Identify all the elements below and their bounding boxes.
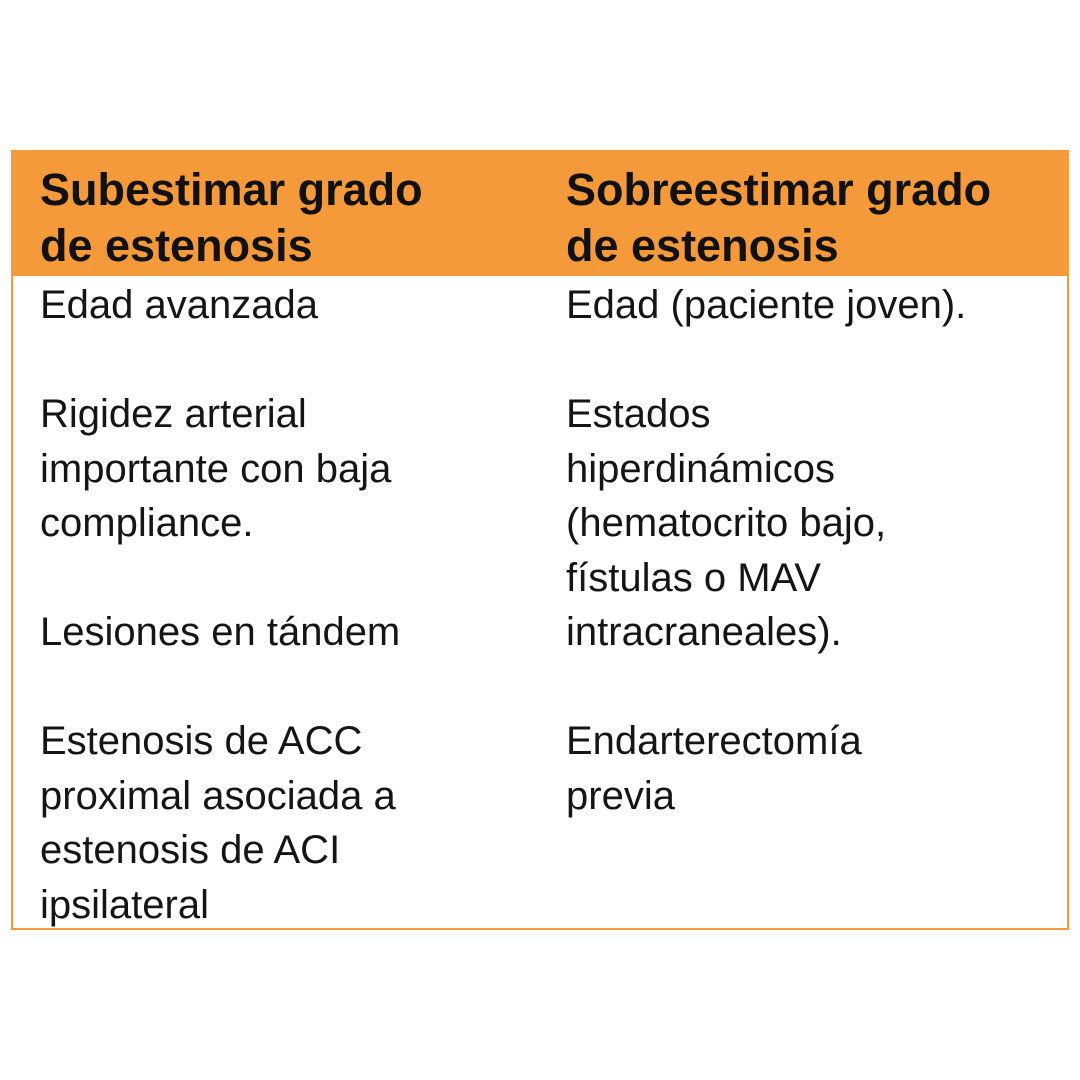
list-item: Endarterectomía previa xyxy=(566,719,862,818)
comparison-table xyxy=(11,150,1069,930)
header-overestimate: Sobreestimar grado de estenosis xyxy=(566,164,992,271)
table-header-row xyxy=(13,152,1067,276)
list-item: Rigidez arterial importante con baja compliance. xyxy=(40,392,392,545)
list-item: Estados hiperdinámicos (hematocrito bajo, fístulas o MAV intracraneales). xyxy=(566,392,887,654)
list-item: Edad (paciente joven). xyxy=(566,283,967,327)
header-underestimate: Subestimar grado de estenosis xyxy=(40,164,423,271)
overestimate-column xyxy=(566,278,1066,823)
list-item: Estenosis de ACC proximal asociada a estenosis de ACI ipsilateral xyxy=(40,719,396,927)
list-item: Lesiones en tándem xyxy=(40,610,401,654)
list-item: Edad avanzada xyxy=(40,283,319,327)
underestimate-column xyxy=(40,278,540,932)
